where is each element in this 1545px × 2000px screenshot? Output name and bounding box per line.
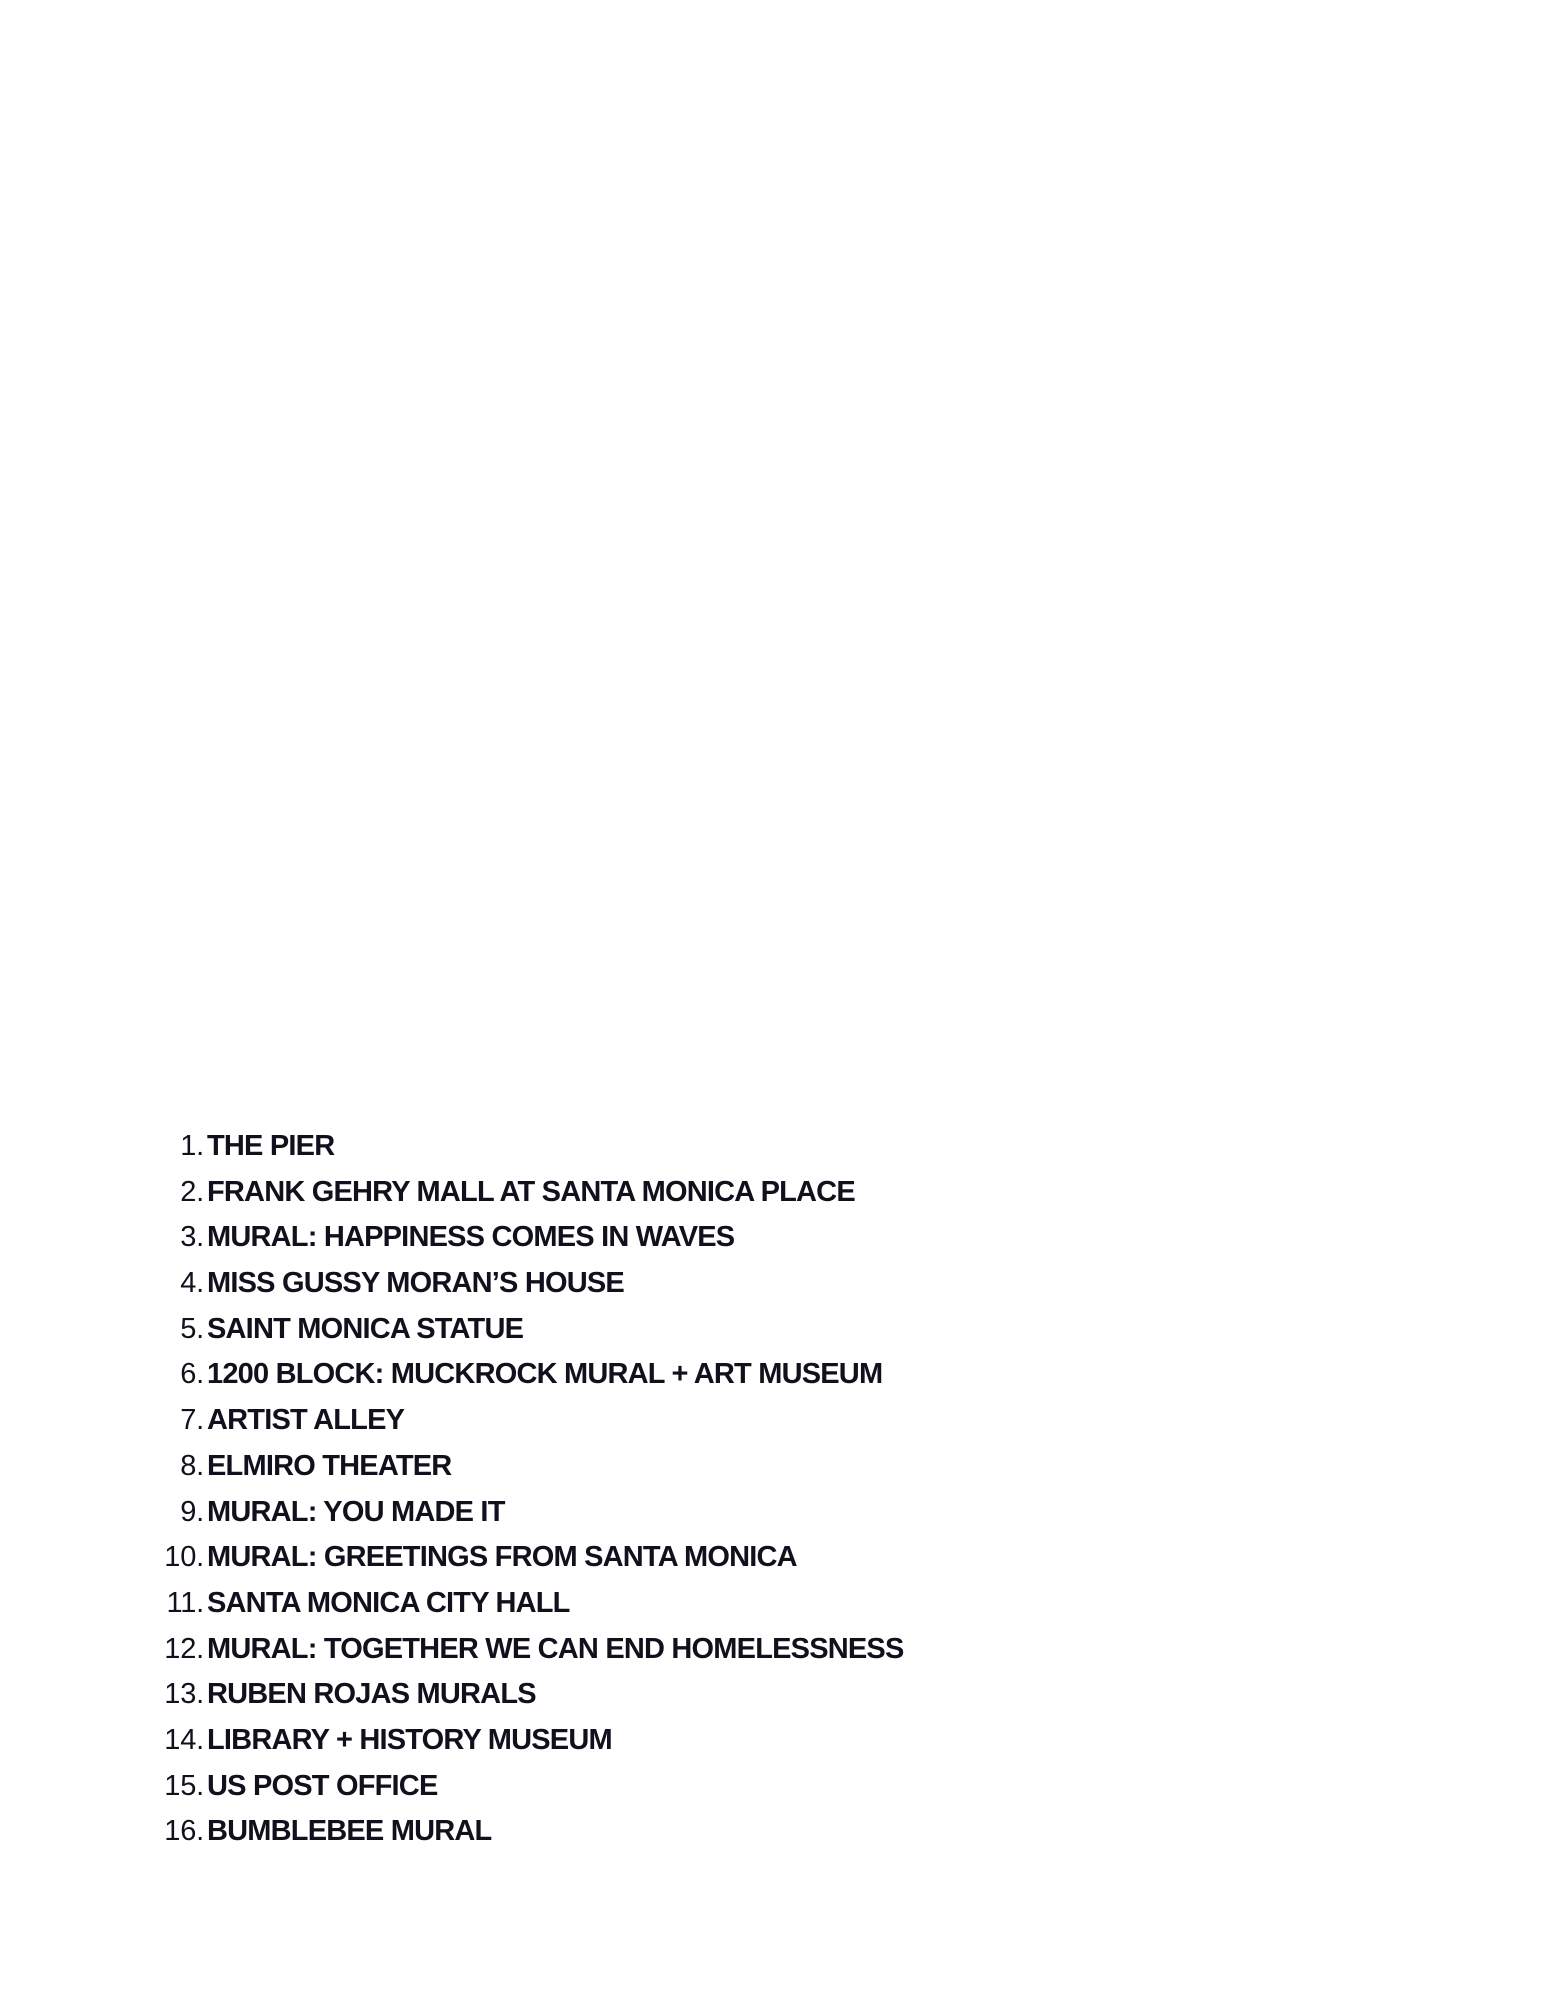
list-item (148, 1672, 904, 1718)
item-label: ELMIRO THEATER (207, 1449, 452, 1482)
item-label: THE PIER (207, 1130, 335, 1162)
item-number: 1. (180, 1130, 204, 1162)
list-item (148, 1809, 904, 1855)
list-item (148, 1581, 904, 1627)
item-number: 5. (180, 1312, 204, 1345)
item-label: MURAL: GREETINGS FROM SANTA MONICA (207, 1541, 797, 1574)
item-number: 4. (180, 1267, 204, 1300)
item-label: LIBRARY + HISTORY MUSEUM (207, 1723, 612, 1756)
list-item (148, 1718, 904, 1764)
list-item (148, 1627, 904, 1673)
list-item (148, 1261, 904, 1307)
list-item (148, 1535, 904, 1581)
item-number: 11. (166, 1586, 204, 1619)
item-number: 14. (164, 1723, 204, 1756)
item-label: SAINT MONICA STATUE (207, 1312, 524, 1345)
item-label: MURAL: HAPPINESS COMES IN WAVES (207, 1221, 735, 1254)
item-label: 1200 BLOCK: MUCKROCK MURAL + ART MUSEUM (207, 1358, 883, 1391)
item-number: 3. (180, 1221, 204, 1254)
item-number: 9. (180, 1495, 204, 1528)
list-item (148, 1352, 904, 1398)
item-number: 2. (180, 1175, 204, 1208)
stop-list (148, 1124, 904, 1855)
list-item (148, 1764, 904, 1810)
item-label: ARTIST ALLEY (207, 1404, 405, 1437)
list-item (148, 1215, 904, 1261)
item-label: BUMBLEBEE MURAL (207, 1815, 492, 1848)
list-item (148, 1124, 904, 1170)
item-number: 15. (164, 1769, 204, 1802)
item-label: RUBEN ROJAS MURALS (207, 1678, 536, 1711)
item-label: SANTA MONICA CITY HALL (207, 1586, 570, 1619)
item-label: MISS GUSSY MORAN’S HOUSE (207, 1267, 624, 1300)
list-item (148, 1307, 904, 1353)
list-item (148, 1444, 904, 1490)
list-item (148, 1490, 904, 1536)
item-number: 8. (180, 1449, 204, 1482)
list-item (148, 1170, 904, 1216)
item-number: 6. (180, 1358, 204, 1391)
item-number: 16. (164, 1815, 204, 1848)
item-label: MURAL: YOU MADE IT (207, 1495, 505, 1528)
list-item (148, 1398, 904, 1444)
item-number: 10. (164, 1541, 204, 1574)
item-label: US POST OFFICE (207, 1769, 438, 1802)
item-number: 13. (164, 1678, 204, 1711)
item-number: 7. (180, 1404, 204, 1437)
item-label: MURAL: TOGETHER WE CAN END HOMELESSNESS (207, 1632, 904, 1665)
item-label: FRANK GEHRY MALL AT SANTA MONICA PLACE (207, 1175, 855, 1208)
item-number: 12. (164, 1632, 204, 1665)
